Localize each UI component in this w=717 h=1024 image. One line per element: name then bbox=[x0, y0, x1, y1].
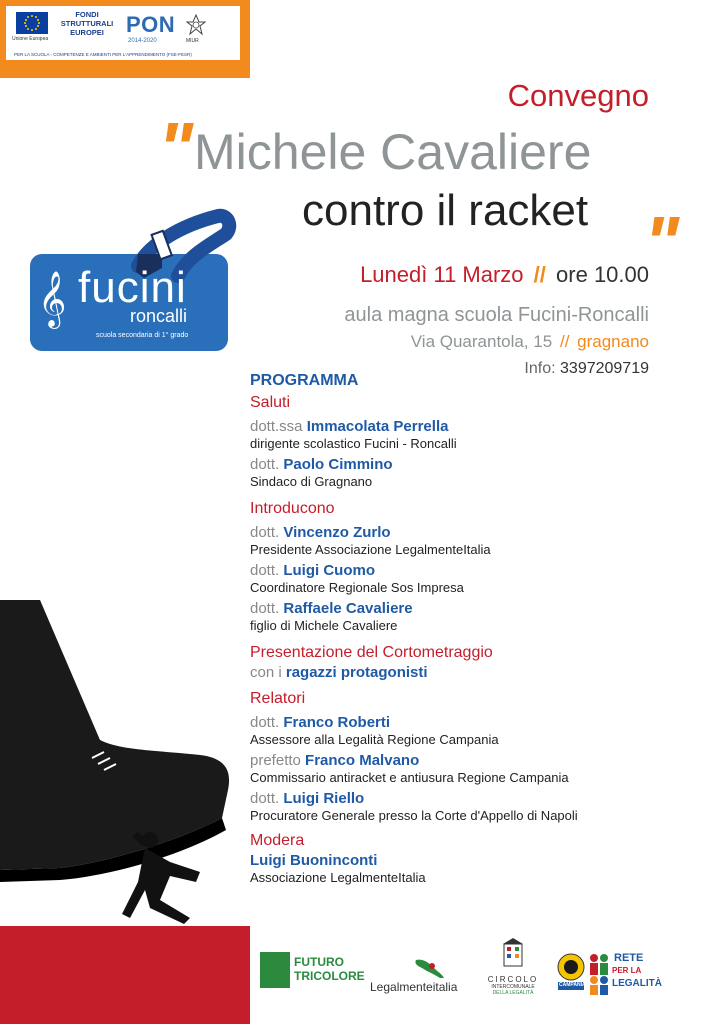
speaker-name: Immacolata Perrella bbox=[306, 418, 449, 435]
legalmenteitalia-label: Legalmenteitalia bbox=[370, 980, 458, 994]
speaker-name: Luigi Buoninconti bbox=[250, 852, 378, 869]
per-la-label: PER LA bbox=[612, 966, 642, 975]
circolo-label: CIRCOLO bbox=[487, 975, 539, 984]
futuro-tricolore-mark-icon bbox=[260, 952, 290, 988]
speaker-entry bbox=[250, 752, 690, 786]
event-venue: aula magna scuola Fucini-Roncalli bbox=[344, 304, 649, 326]
event-type-label: Convegno bbox=[507, 78, 649, 113]
event-date-line bbox=[360, 262, 649, 288]
section-title-relatori: Relatori bbox=[250, 690, 306, 707]
legalmenteitalia-logo bbox=[370, 958, 457, 994]
funding-banner bbox=[0, 0, 250, 78]
section-title-saluti: Saluti bbox=[250, 394, 291, 411]
miur-label: MIUR bbox=[186, 38, 199, 44]
speaker-entry bbox=[250, 852, 690, 886]
pon-logo: PON bbox=[126, 12, 176, 37]
speaker-entry bbox=[250, 790, 690, 824]
speaker-honorific: dott. bbox=[250, 456, 280, 473]
fondi-strutturali-label: FONDI STRUTTURALI EUROPEI bbox=[60, 10, 114, 37]
event-street: Via Quarantola, 15 bbox=[410, 332, 553, 351]
open-quote-mark: " bbox=[158, 107, 188, 190]
program-title: PROGRAMMA bbox=[250, 372, 359, 389]
legalita-label: LEGALITÀ bbox=[612, 978, 662, 989]
tricolore-label: TRICOLORE bbox=[294, 969, 365, 983]
speaker-name: Franco Roberti bbox=[283, 714, 391, 731]
cortometraggio-highlight: ragazzi protagonisti bbox=[285, 664, 428, 681]
event-title-name: Michele Cavaliere bbox=[194, 124, 592, 180]
campania-badge-logo bbox=[556, 952, 586, 992]
speaker-honorific: prefetto bbox=[250, 752, 301, 769]
speaker-honorific: dott. bbox=[250, 524, 280, 541]
section-title-cortometraggio: Presentazione del Cortometraggio bbox=[250, 644, 493, 661]
banner-tagline: PER LA SCUOLA - COMPETENZE E AMBIENTI PER L'APPRENDIMENTO (FSE-FESR) bbox=[14, 52, 192, 57]
pon-years: 2014-2020 bbox=[128, 38, 157, 44]
speaker-role: figlio di Michele Cavaliere bbox=[250, 618, 398, 633]
speaker-honorific: dott. bbox=[250, 600, 280, 617]
section-title-modera: Modera bbox=[250, 832, 305, 849]
eu-label: Unione Europea bbox=[12, 36, 49, 42]
cortometraggio-prefix: con i bbox=[250, 664, 282, 681]
circolo-legalita-logo bbox=[478, 938, 548, 996]
italian-emblem-icon bbox=[186, 14, 206, 36]
speaker-entry bbox=[250, 600, 690, 634]
program bbox=[250, 370, 690, 886]
rete-legalita-logo bbox=[588, 948, 662, 998]
speaker-role: Commissario antiracket e antiusura Regione Campania bbox=[250, 770, 569, 785]
campania-label: CAMPANIA bbox=[559, 982, 586, 988]
info-phone-number: 3397209719 bbox=[560, 360, 649, 377]
event-city: gragnano bbox=[577, 332, 649, 351]
cortometraggio-line bbox=[250, 664, 690, 682]
speaker-role: Sindaco di Gragnano bbox=[250, 474, 373, 489]
event-address bbox=[411, 332, 649, 352]
speaker-name: Luigi Cuomo bbox=[283, 562, 376, 579]
speaker-entry bbox=[250, 714, 690, 748]
speaker-honorific: dott. bbox=[250, 790, 280, 807]
speaker-honorific: dott. bbox=[250, 714, 280, 731]
speaker-honorific: dott.ssa bbox=[250, 418, 303, 435]
footer-red-bar bbox=[0, 926, 250, 1024]
school-logo-subtitle: scuola secondaria di 1° grado bbox=[96, 332, 189, 339]
school-logo-name: fucini bbox=[78, 263, 187, 312]
circolo-legalita-label: DELLA LEGALITÀ bbox=[492, 990, 534, 996]
speaker-entry bbox=[250, 562, 690, 596]
speaker-role: Coordinatore Regionale Sos Impresa bbox=[250, 580, 464, 595]
funding-banner-panel bbox=[6, 6, 240, 60]
speaker-role: dirigente scolastico Fucini - Roncalli bbox=[250, 436, 457, 451]
speaker-role: Presidente Associazione LegalmenteItalia bbox=[250, 542, 491, 557]
speaker-name: Vincenzo Zurlo bbox=[283, 524, 391, 541]
speaker-role: Assessore alla Legalità Regione Campania bbox=[250, 732, 499, 747]
address-separator: // bbox=[559, 332, 570, 351]
italy-map-icon bbox=[410, 958, 446, 980]
section-title-introducono: Introducono bbox=[250, 500, 335, 517]
school-logo bbox=[30, 206, 230, 351]
event-date: Lunedì 11 Marzo bbox=[360, 262, 524, 287]
info-label: Info: bbox=[524, 360, 556, 377]
speaker-name: Franco Malvano bbox=[305, 752, 420, 769]
event-time: ore 10.00 bbox=[556, 262, 649, 287]
speaker-entry bbox=[250, 418, 690, 452]
speaker-role: Associazione LegalmenteItalia bbox=[250, 870, 426, 885]
boot-crushing-figure-illustration bbox=[0, 600, 250, 930]
speaker-name: Paolo Cimmino bbox=[283, 456, 393, 473]
speaker-role: Procuratore Generale presso la Corte d'Appello di Napoli bbox=[250, 808, 578, 823]
speaker-name: Luigi Riello bbox=[283, 790, 365, 807]
rete-label: RETE bbox=[614, 952, 644, 964]
speaker-entry bbox=[250, 524, 690, 558]
people-group-icon bbox=[588, 952, 612, 996]
futuro-label: FUTURO bbox=[294, 955, 344, 969]
building-icon bbox=[502, 938, 524, 968]
treble-clef-icon: 𝄞 bbox=[38, 273, 67, 326]
date-separator: // bbox=[533, 262, 546, 287]
event-subtitle: contro il racket bbox=[302, 186, 589, 235]
eu-flag-icon bbox=[16, 12, 48, 34]
speaker-name: Raffaele Cavaliere bbox=[283, 600, 413, 617]
circolo-intercomunale-label: INTERCOMUNALE bbox=[491, 984, 535, 990]
speaker-honorific: dott. bbox=[250, 562, 280, 579]
speaker-entry bbox=[250, 456, 690, 490]
close-quote-mark: " bbox=[644, 201, 674, 284]
partner-logos bbox=[258, 938, 698, 1010]
school-logo-subname: roncalli bbox=[130, 306, 188, 326]
